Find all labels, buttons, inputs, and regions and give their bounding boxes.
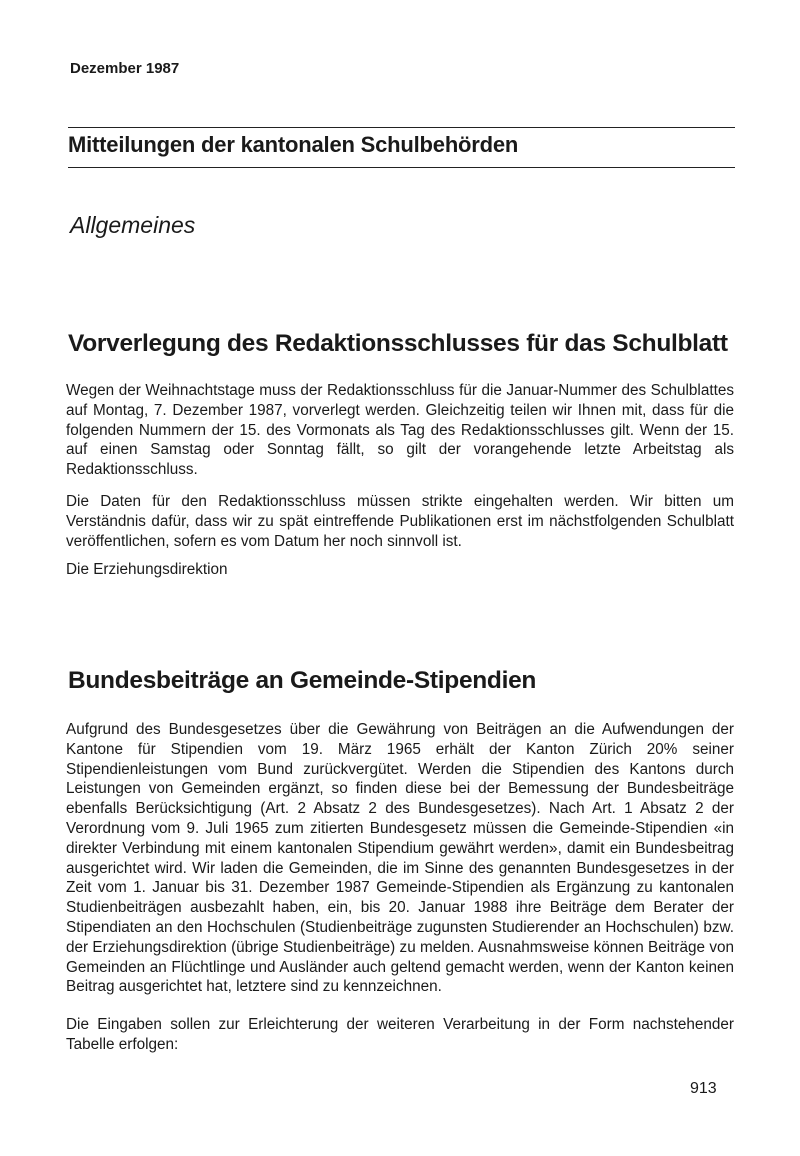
paragraph: Die Eingaben sollen zur Erleichterung der weiteren Verarbeitung in der Form nachstehender Tabelle erfolgen: [66, 1016, 734, 1053]
article-body-bundesbeitraege [66, 720, 734, 1067]
category-heading: Allgemeines [70, 212, 196, 238]
section-title: Mitteilungen der kantonalen Schulbehörden [68, 132, 519, 157]
issue-date: Dezember 1987 [70, 60, 180, 77]
paragraph: Wegen der Weihnachtstage muss der Redaktionsschluss für die Januar-Nummer des Schulblattes auf Montag, 7. Dezember 1987, vorverlegt werden. Gleichzeitig teilen wir Ihnen mit, dass für die folgenden Nummern der 15. des Vormonats als Tag des Redaktionsschlusses gilt. Wenn der 15. auf einen Samstag oder Sonntag fällt, so gilt der vorangehende letzte Arbeitstag als Redaktionsschluss. [66, 382, 734, 479]
page-number: 913 [690, 1080, 717, 1097]
article-body-redaktionsschluss [66, 381, 734, 563]
article-title-bundesbeitraege: Bundesbeiträge an Gemeinde-Stipendien [68, 667, 537, 694]
signature: Die Erziehungsdirektion [66, 561, 228, 578]
top-rule [68, 127, 735, 128]
article-title-redaktionsschluss: Vorverlegung des Redaktionsschlusses für das Schulblatt [68, 330, 728, 357]
paragraph: Aufgrund des Bundesgesetzes über die Gewährung von Beiträgen an die Aufwendungen der Kantone für Stipendien vom 19. März 1965 erhält der Kanton Zürich 20% seiner Stipendienleistungen vom Bund zurückvergütet. Werden die Stipendien des Kantons durch Leistungen von Gemeinden ergänzt, so finden diese bei der Bemessung der Bundesbeiträge ebenfalls Berücksichtigung (Art. 2 Absatz 2 des Bundesgesetzes). Nach Art. 1 Absatz 2 der Verordnung vom 9. Juli 1965 zum zitierten Bundesgesetz müssen die Gemeinde-Stipendien «in direkter Verbindung mit einem kantonalen Stipendium gewährt werden», damit ein Bundesbeitrag ausgerichtet wird. Wir laden die Gemeinden, die im Sinne des genannten Bundesgesetzes in der Zeit vom 1. Januar bis 31. Dezember 1987 Gemeinde-Stipendien als Ergänzung zu kantonalen Studienbeiträgen ausbezahlt haben, ein, bis 20. Januar 1988 ihre Beiträge dem Berater der Stipendiaten an den Hochschulen (Studienbeiträge zugunsten Studierender an Hochschulen) bzw. der Erziehungsdirektion (übrige Studienbeiträge) zu melden. Ausnahmsweise können Beiträge von Gemeinden an Flüchtlinge und Ausländer auch geltend gemacht werden, wenn der Kanton keinen Beitrag ausgerichtet hat, letztere sind zu kennzeichnen. [66, 721, 734, 996]
paragraph: Die Daten für den Redaktionsschluss müssen strikte eingehalten werden. Wir bitten um Verständnis dafür, dass wir zu spät eintreffende Publikationen erst im nächstfolgenden Schulblatt veröffentlichen, sofern es vom Datum her noch sinnvoll ist. [66, 492, 734, 550]
section-rule [68, 167, 735, 168]
